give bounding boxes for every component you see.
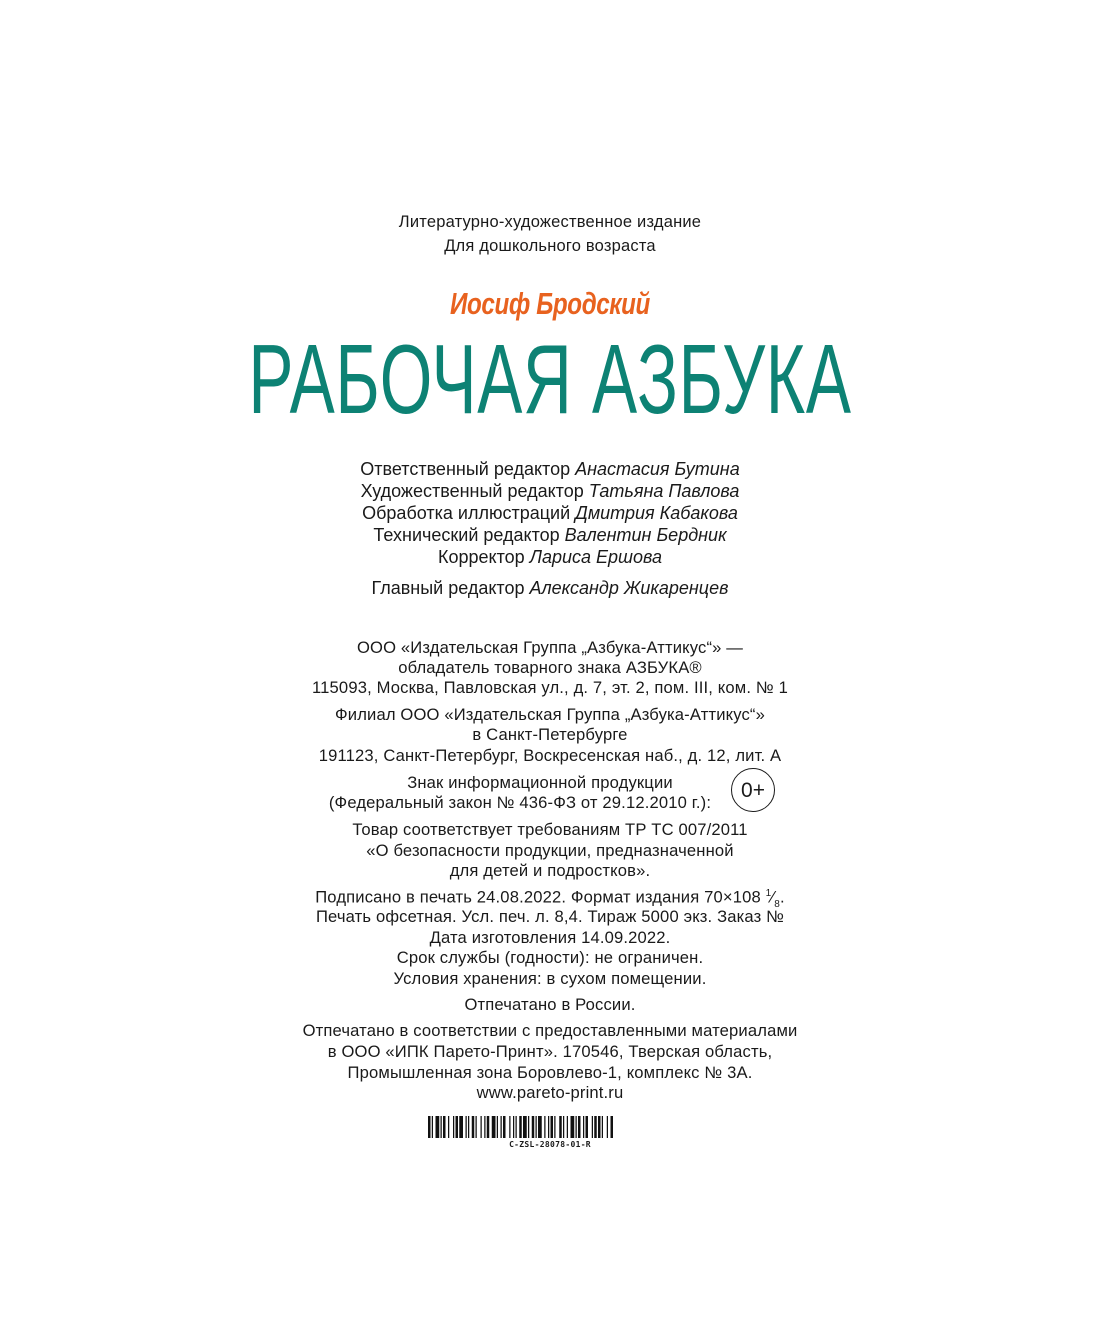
barcode-bar [428, 1116, 431, 1138]
printer-website: www.pareto-print.ru [476, 1083, 624, 1102]
publisher-line: ООО «Издательская Группа „Азбука-Аттикус“» — [356, 638, 744, 657]
barcode-bar [567, 1116, 568, 1138]
shelf-life: Срок службы (годности): не ограничен. [396, 948, 704, 967]
printer-line: Отпечатано в соответствии с предоставленными материалами [302, 1021, 798, 1040]
barcode-bar [459, 1116, 463, 1138]
barcode-bar [436, 1116, 440, 1138]
barcode-bar [432, 1116, 433, 1138]
barcode-bar [519, 1116, 522, 1138]
barcode-bar [523, 1116, 527, 1138]
barcode-bar [602, 1116, 603, 1138]
printer-line: в ООО «ИПК Парето-Принт». 170546, Тверская область, [327, 1042, 773, 1061]
barcode-code: C-ZSL-28078-01-R [509, 1140, 591, 1149]
credit-role: Художественный редактор [360, 481, 584, 501]
barcode-bar [516, 1116, 517, 1138]
credit-line [0, 526, 1100, 544]
barcode-bar [538, 1116, 542, 1138]
barcode-bar [501, 1116, 502, 1138]
book-title: РАБОЧАЯ АЗБУКА [248, 324, 852, 434]
barcode-bar [554, 1116, 555, 1138]
credit-name: Анастасия Бутина [575, 459, 740, 479]
barcode-bar [532, 1116, 535, 1138]
barcode-bar [441, 1116, 442, 1138]
branch-line: Филиал ООО «Издательская Группа „Азбука-Аттикус“» [335, 705, 765, 724]
barcode-bar [468, 1116, 469, 1138]
print-details-line: Печать офсетная. Усл. печ. л. 8,4. Тираж 5000 экз. Заказ № [315, 907, 785, 926]
print-signed-text: Подписано в печать 24.08.2022. Формат издания 70×108 [315, 887, 766, 907]
barcode-bar [559, 1116, 562, 1138]
credit-role: Технический редактор [373, 525, 560, 545]
info-mark-law: (Федеральный закон № 436-ФЗ от 29.12.2010 г.): [328, 793, 712, 812]
barcode-bar [497, 1116, 498, 1138]
barcode-bar [453, 1116, 454, 1138]
book-author: Иосиф Бродский [450, 286, 650, 321]
barcode-bar [598, 1116, 601, 1138]
barcode-bar [484, 1116, 485, 1138]
info-mark-line: Знак информационной продукции [407, 773, 673, 792]
barcode-bar [576, 1116, 577, 1138]
barcode-bar [528, 1116, 529, 1138]
barcode-bar [586, 1116, 589, 1138]
barcode-bar [571, 1116, 575, 1138]
publisher-address: 115093, Москва, Павловская ул., д. 7, эт. 2, пом. III, ком. № 1 [312, 678, 788, 697]
printer-line: Промышленная зона Боровлево-1, комплекс № 3А. [347, 1063, 753, 1082]
credit-name: Лариса Ершова [529, 547, 663, 567]
credit-line [0, 504, 1100, 522]
barcode-bar [448, 1116, 449, 1138]
barcode-bar [476, 1116, 477, 1138]
credit-role: Главный редактор [371, 578, 525, 598]
format-fraction-denominator: 8 [774, 898, 780, 910]
credit-line [0, 548, 1100, 566]
storage-conditions: Условия хранения: в сухом помещении. [393, 969, 707, 988]
barcode-bar [592, 1116, 593, 1138]
barcode-bar [536, 1116, 537, 1138]
format-fraction-numerator: 1 [765, 888, 772, 899]
barcode-bar [594, 1116, 597, 1138]
barcode-bar [443, 1116, 446, 1138]
barcode-bar [472, 1116, 475, 1138]
barcode-bar [466, 1116, 467, 1138]
barcode-bar [611, 1116, 614, 1138]
compliance-line: для детей и подростков». [449, 861, 651, 880]
printed-in: Отпечатано в России. [464, 995, 636, 1014]
barcode-bar [492, 1116, 496, 1138]
credit-name: Дмитрия Кабакова [575, 503, 738, 523]
branch-line: в Санкт-Петербурге [472, 725, 628, 744]
barcode-bar [607, 1116, 608, 1138]
credit-line [0, 482, 1100, 500]
print-signed-suffix: . [779, 887, 785, 907]
barcode-bar [509, 1116, 510, 1138]
credit-name: Татьяна Павлова [588, 481, 740, 501]
barcode-bar [551, 1116, 554, 1138]
manufacture-date: Дата изготовления 14.09.2022. [429, 928, 671, 947]
barcode-image [428, 1116, 672, 1138]
barcode-bar [563, 1116, 564, 1138]
credit-role: Корректор [437, 547, 525, 567]
age-rating-badge: 0+ [731, 768, 775, 812]
barcode-bar [548, 1116, 549, 1138]
credit-role: Ответственный редактор [360, 459, 571, 479]
barcode-bar [503, 1116, 506, 1138]
print-signed-line: Подписано в печать 24.08.2022. Формат издания 70×108 $^1⁄_8$. [315, 887, 785, 910]
barcode-bar [583, 1116, 584, 1138]
compliance-line: Товар соответствует требованиям ТР ТС 007/2011 [352, 820, 748, 839]
compliance-line: «О безопасности продукции, предназначенной [366, 841, 734, 860]
barcode-bar [578, 1116, 581, 1138]
credit-line [0, 460, 1100, 478]
barcode-bar [544, 1116, 545, 1138]
credit-name: Александр Жикаренцев [529, 578, 729, 598]
barcode-bar [481, 1116, 482, 1138]
barcode-bar [456, 1116, 459, 1138]
credit-line-chief-editor [0, 579, 1100, 597]
barcode-bar [513, 1116, 514, 1138]
credit-name: Валентин Бердник [564, 525, 727, 545]
genre-label: Литературно-художественное издание [398, 213, 702, 231]
branch-address: 191123, Санкт-Петербург, Воскресенская наб., д. 12, лит. А [318, 746, 782, 765]
barcode-bar [487, 1116, 490, 1138]
age-group-label: Для дошкольного возраста [444, 237, 656, 255]
publisher-line: обладатель товарного знака АЗБУКА® [398, 658, 702, 677]
credit-role: Обработка иллюстраций [362, 503, 571, 523]
